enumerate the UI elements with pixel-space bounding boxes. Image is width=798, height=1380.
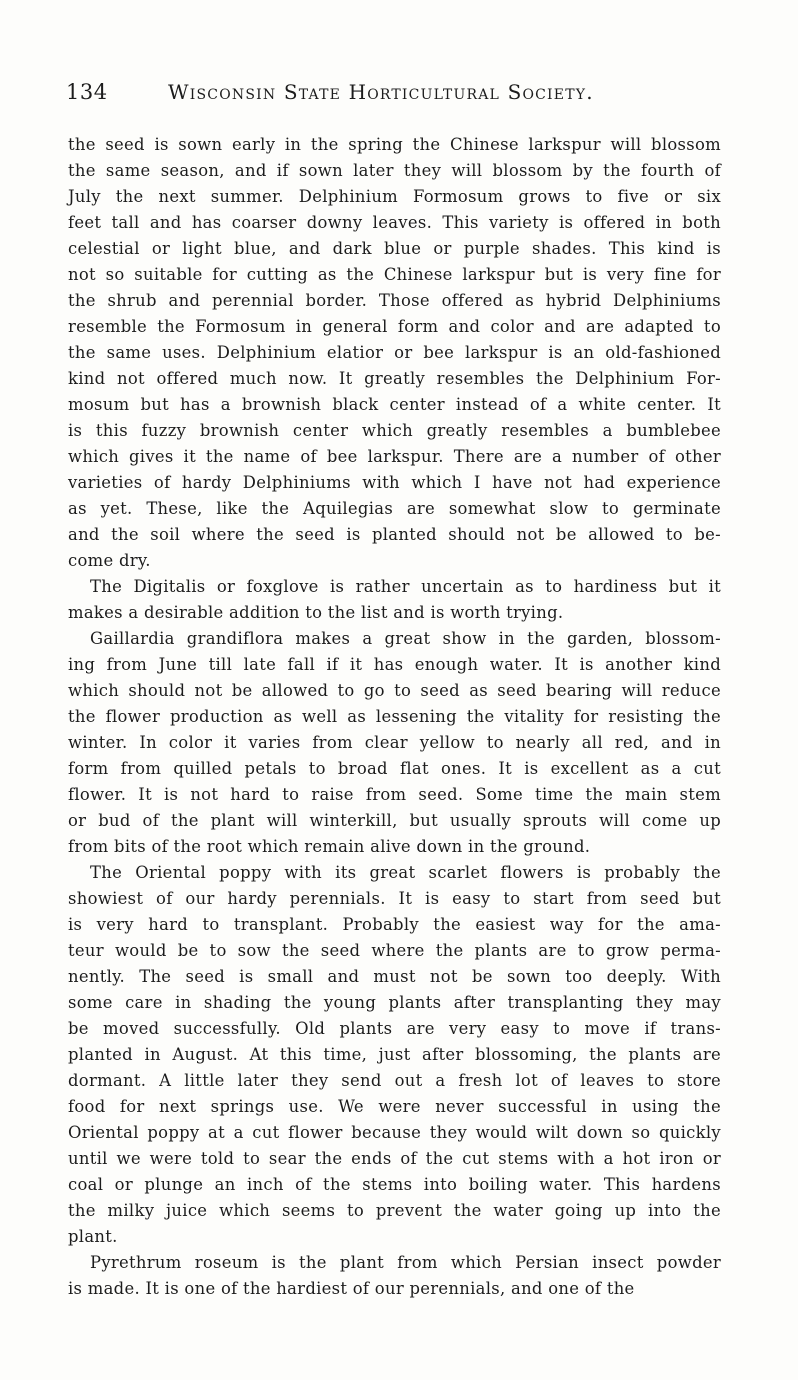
text-line: July the next summer. Delphinium Formosum grows to five or six [68,187,721,206]
text-line: until we were told to sear the ends of the cut stems with a hot iron or [68,1149,721,1168]
text-line: the milky juice which seems to prevent the water going up into the [68,1201,721,1220]
text-line: is made. It is one of the hardiest of our perennials, and one of the [68,1279,635,1298]
text-line: Oriental poppy at a cut flower because they would wilt down so quickly [68,1123,721,1142]
running-head: Wisconsin State Horticultural Society. [168,80,594,104]
text-line: The Oriental poppy with its great scarlet flowers is probably the [90,863,721,882]
text-line: resemble the Formosum in general form and color and are adapted to [68,317,721,336]
paragraph [68,860,721,1250]
text-line: nently. The seed is small and must not be sown too deeply. With [68,967,721,986]
text-line: or bud of the plant will winterkill, but usually sprouts will come up [68,811,721,830]
paragraph [68,574,721,626]
text-line: the same season, and if sown later they will blossom by the fourth of [68,161,721,180]
paragraph [68,626,721,860]
text-line: Gaillardia grandiflora makes a great show in the garden, blossom- [90,629,721,648]
text-line: The Digitalis or foxglove is rather uncertain as to hardiness but it [90,577,721,596]
text-line: winter. In color it varies from clear yellow to nearly all red, and in [68,733,721,752]
text-line: the same uses. Delphinium elatior or bee larkspur is an old-fashioned [68,343,721,362]
text-line: the flower production as well as lessening the vitality for resisting the [68,707,721,726]
text-line: mosum but has a brownish black center instead of a white center. It [68,395,721,414]
page-header [66,80,726,112]
text-line: feet tall and has coarser downy leaves. This variety is offered in both [68,213,721,232]
page-number: 134 [66,80,108,104]
body-text [68,132,721,1302]
text-line: be moved successfully. Old plants are very easy to move if trans- [68,1019,721,1038]
text-line: as yet. These, like the Aquilegias are somewhat slow to germinate [68,499,721,518]
text-line: from bits of the root which remain alive down in the ground. [68,837,591,856]
text-line: not so suitable for cutting as the Chinese larkspur but is very fine for [68,265,721,284]
text-line: Pyrethrum roseum is the plant from which Persian insect powder [90,1253,721,1272]
text-line: showiest of our hardy perennials. It is easy to start from seed but [68,889,721,908]
text-line: which gives it the name of bee larkspur. There are a number of other [68,447,721,466]
text-line: the shrub and perennial border. Those offered as hybrid Delphiniums [68,291,721,310]
text-line: is very hard to transplant. Probably the easiest way for the ama- [68,915,721,934]
text-line: plant. [68,1227,118,1246]
text-line: and the soil where the seed is planted should not be allowed to be- [68,525,721,544]
text-line: coal or plunge an inch of the stems into boiling water. This hardens [68,1175,721,1194]
paragraph [68,132,721,574]
text-line: celestial or light blue, and dark blue or purple shades. This kind is [68,239,721,258]
text-line: the seed is sown early in the spring the Chinese larkspur will blossom [68,135,721,154]
text-line: ing from June till late fall if it has enough water. It is another kind [68,655,721,674]
text-line: some care in shading the young plants after transplanting they may [68,993,721,1012]
text-line: flower. It is not hard to raise from seed. Some time the main stem [68,785,721,804]
text-line: form from quilled petals to broad flat ones. It is excellent as a cut [68,759,721,778]
text-line: dormant. A little later they send out a fresh lot of leaves to store [68,1071,721,1090]
text-line: come dry. [68,551,151,570]
text-line: kind not offered much now. It greatly resembles the Delphinium For- [68,369,721,388]
text-line: is this fuzzy brownish center which greatly resembles a bumblebee [68,421,721,440]
text-line: varieties of hardy Delphiniums with which I have not had experience [68,473,721,492]
text-line: planted in August. At this time, just after blossoming, the plants are [68,1045,721,1064]
text-line: food for next springs use. We were never successful in using the [68,1097,721,1116]
text-line: makes a desirable addition to the list and is worth trying. [68,603,564,622]
paragraph [68,1250,721,1302]
text-line: which should not be allowed to go to seed as seed bearing will reduce [68,681,721,700]
text-line: teur would be to sow the seed where the plants are to grow perma- [68,941,721,960]
